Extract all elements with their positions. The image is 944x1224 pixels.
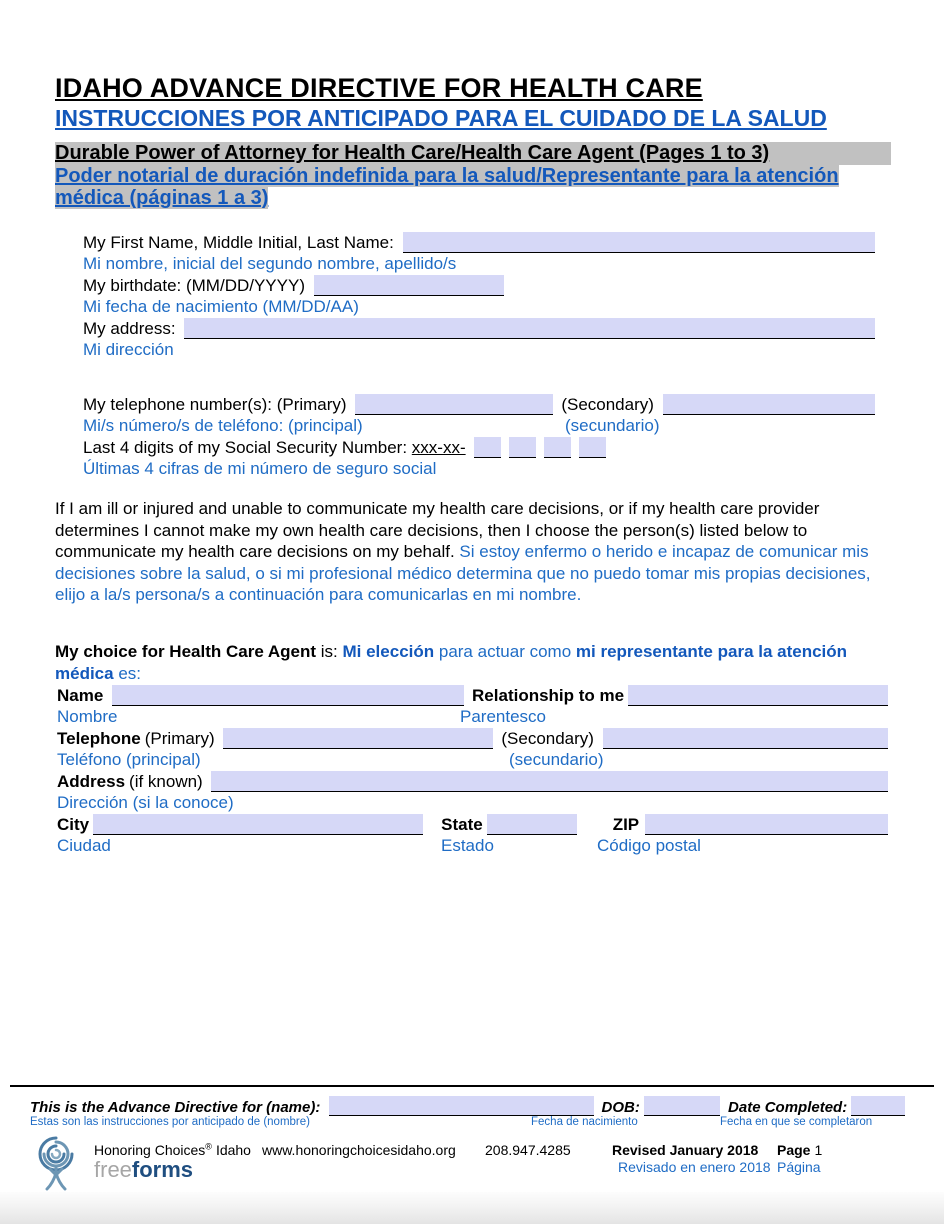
agent-zip-field[interactable] [645, 814, 888, 835]
agent-zip-label-es: Código postal [597, 836, 701, 855]
ssn-digit-box-4[interactable] [579, 437, 606, 458]
agent-heading-es-bold2: mi representante para la atención médica [55, 642, 848, 683]
address-field[interactable] [184, 318, 875, 339]
address-label-es: Mi dirección [83, 340, 174, 359]
ssn-digit-box-3[interactable] [544, 437, 571, 458]
phone-primary-label: My telephone number(s): (Primary) [83, 394, 352, 414]
agent-name-label-es: Nombre [57, 707, 118, 726]
agent-heading-es-bold1: Mi elección [342, 642, 435, 661]
agent-address-field[interactable] [211, 771, 888, 792]
phone-secondary-label: (Secondary) [561, 394, 659, 414]
page-title: IDAHO ADVANCE DIRECTIVE FOR HEALTH CARE [55, 73, 703, 103]
section-header-en: Durable Power of Attorney for Health Care/Health Care Agent (Pages 1 to 3) [55, 142, 891, 165]
phone-secondary-field[interactable] [663, 394, 875, 415]
freeforms-wordmark: freeforms [94, 1157, 194, 1182]
ssn-label: Last 4 digits of my Social Security Number: [83, 437, 412, 457]
ssn-digit-box-1[interactable] [474, 437, 501, 458]
footer-date-completed-label-es: Fecha en que se completaron [720, 1116, 873, 1128]
agent-phone-secondary-label: (Secondary) [501, 728, 599, 748]
intro-text-es: Si estoy enfermo o herido e incapaz de comunicar mis decisiones sobre la salud, o si mi profesional médico determina que no puedo tomar mis propias decisiones, elijo a la/s persona/s a continuación para comunicarlas en mi nombre. [55, 542, 871, 604]
agent-state-label: State [441, 814, 483, 834]
full-name-label-es: Mi nombre, inicial del segundo nombre, apellido/s [83, 254, 457, 273]
phone-primary-field[interactable] [355, 394, 553, 415]
agent-phone-primary-field[interactable] [223, 728, 493, 749]
page-bottom-shade [0, 1192, 944, 1224]
footer-date-completed-field[interactable] [851, 1096, 905, 1116]
agent-phone-primary-label: (Primary) [144, 728, 220, 748]
agent-state-field[interactable] [487, 814, 577, 835]
personal-info-section [83, 231, 875, 479]
birthdate-label-es: Mi fecha de nacimiento (MM/DD/AA) [83, 297, 359, 316]
phone-primary-label-es: Mi/s número/s de teléfono: (principal) [83, 416, 363, 435]
agent-heading-en-bold: My choice for Health Care Agent [55, 642, 317, 661]
agent-name-label: Name [57, 685, 109, 705]
phone-secondary-label-es: (secundario) [565, 416, 660, 435]
agent-city-label-es: Ciudad [57, 836, 111, 855]
revised-date-es: Revisado en enero 2018 [618, 1159, 771, 1175]
agent-phone-secondary-field[interactable] [603, 728, 888, 749]
birthdate-label: My birthdate: (MM/DD/YYYY) [83, 275, 310, 295]
footer-dob-label: DOB: [601, 1099, 645, 1116]
agent-heading-en-rest: is: [316, 642, 343, 661]
agent-phone-secondary-label-es: (secundario) [509, 750, 604, 769]
org-phone: 208.947.4285 [485, 1142, 571, 1158]
agent-state-label-es: Estado [441, 836, 494, 855]
agent-heading-es-mid: para actuar como [434, 642, 576, 661]
footer-dob-field[interactable] [644, 1096, 720, 1116]
intro-text-en: If I am ill or injured and unable to communicate my health care decisions, or if my health care provider determines I cannot make my own health care decisions, then I choose the person(s) listed below to communicate my health care decisions on my behalf. [55, 499, 820, 561]
org-website[interactable]: www.honoringchoicesidaho.org [262, 1142, 456, 1158]
address-label: My address: [83, 318, 181, 338]
footer-directive-name-field[interactable] [329, 1096, 594, 1116]
page-indicator-es: Página [777, 1159, 821, 1175]
agent-relationship-label-es: Parentesco [460, 707, 546, 726]
agent-phone-label: Telephone [57, 728, 141, 748]
revised-date-en: Revised January 2018 [612, 1142, 759, 1158]
ssn-label-es: Últimas 4 cifras de mi número de seguro social [83, 459, 437, 478]
page-title-spanish: INSTRUCCIONES POR ANTICIPADO PARA EL CUIDADO DE LA SALUD [55, 105, 827, 131]
section-header-es: Poder notarial de duración indefinida para la salud/Representante para la atención médica (páginas 1 a 3) [55, 164, 839, 209]
agent-address-label: Address [57, 771, 126, 791]
agent-address-qualifier: (if known) [129, 771, 208, 791]
agent-heading-es-end: es: [113, 663, 141, 683]
agent-name-field[interactable] [112, 685, 464, 706]
agent-section-heading [55, 641, 891, 684]
page-indicator: Page 1 [777, 1142, 823, 1158]
agent-city-label: City [57, 814, 90, 834]
footer-dob-label-es: Fecha de nacimiento [531, 1116, 638, 1128]
footer-directive-label: This is the Advance Directive for (name): [30, 1099, 325, 1116]
agent-relationship-label: Relationship to me [472, 685, 625, 705]
footer-directive-label-es: Estas son las instrucciones por anticipado de (nombre) [30, 1116, 310, 1128]
agent-relationship-field[interactable] [628, 685, 888, 706]
page-number: 1 [814, 1142, 823, 1158]
agent-address-label-es: Dirección (si la conoce) [57, 793, 234, 812]
intro-paragraph [55, 498, 891, 606]
agent-info-section [57, 684, 888, 856]
section-header [55, 142, 891, 210]
footer-date-completed-label: Date Completed: [728, 1099, 852, 1116]
footer-directive-row-es [30, 1116, 905, 1130]
agent-zip-label: ZIP [612, 814, 640, 834]
agent-city-field[interactable] [93, 814, 423, 835]
footer-directive-row [30, 1095, 905, 1116]
registered-trademark-symbol: ® [205, 1141, 212, 1152]
tree-fingerprint-logo-icon [27, 1135, 85, 1191]
org-name: Honoring Choices® Idaho [94, 1141, 251, 1158]
ssn-mask: xxx-xx- [411, 437, 466, 457]
full-name-label: My First Name, Middle Initial, Last Name: [83, 232, 399, 252]
footer-divider [10, 1085, 934, 1087]
birthdate-field[interactable] [314, 275, 504, 296]
agent-phone-label-es: Teléfono (principal) [57, 750, 201, 769]
full-name-field[interactable] [403, 232, 875, 253]
ssn-digit-box-2[interactable] [509, 437, 536, 458]
